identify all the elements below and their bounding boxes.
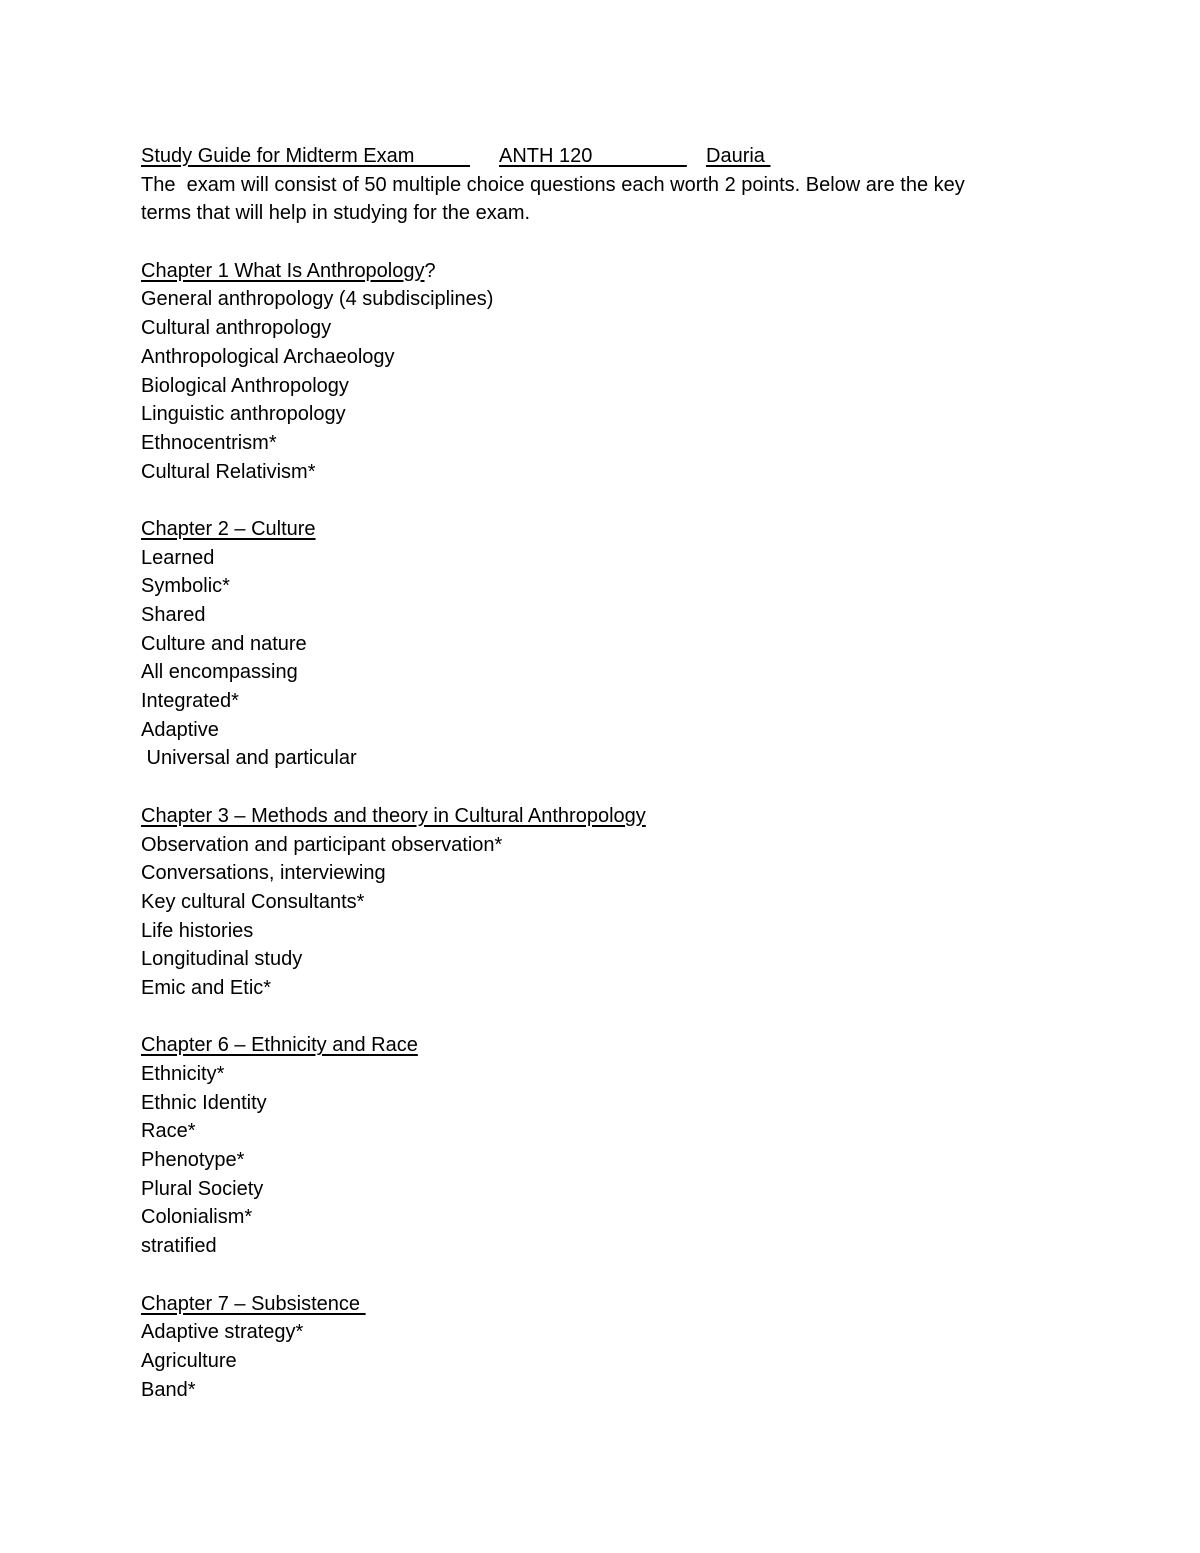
key-term: General anthropology (4 subdisciplines) xyxy=(141,288,494,311)
chapter-section xyxy=(141,802,1101,1003)
chapter-section xyxy=(141,515,1101,773)
key-term: All encompassing xyxy=(141,661,298,684)
chapter-heading-text: Chapter 7 – Subsistence xyxy=(141,1292,366,1315)
key-term: Plural Society xyxy=(141,1177,264,1200)
key-term: Universal and particular xyxy=(141,747,357,770)
chapter-heading-text: Chapter 1 What Is Anthropology xyxy=(141,259,425,282)
key-term: Ethnicity* xyxy=(141,1063,225,1085)
chapter-heading-text: Chapter 6 – Ethnicity and Race xyxy=(141,1034,418,1057)
key-term: Learned xyxy=(141,546,215,569)
document-header xyxy=(141,142,1101,171)
key-term: Anthropological Archaeology xyxy=(141,345,395,368)
key-term: Cultural Relativism* xyxy=(141,460,316,483)
chapter-heading xyxy=(141,515,1101,544)
chapter-section xyxy=(141,1290,1101,1405)
chapter-heading-text: Chapter 3 – Methods and theory in Cultural Anthropology xyxy=(141,804,646,827)
key-term: Culture and nature xyxy=(141,632,307,655)
key-term: Ethnocentrism* xyxy=(141,431,277,454)
chapter-heading xyxy=(141,802,1101,831)
key-term: Colonialism* xyxy=(141,1206,253,1229)
key-term: Observation and participant observation* xyxy=(141,833,503,856)
key-term: Shared xyxy=(141,604,206,626)
key-term: stratified xyxy=(141,1235,217,1258)
blank-line xyxy=(141,773,1101,802)
key-term: Symbolic* xyxy=(141,575,230,598)
chapter-list xyxy=(141,228,1101,1404)
header-instructor: Dauria xyxy=(706,145,771,167)
key-term: Key cultural Consultants* xyxy=(141,890,365,913)
key-term: Life histories xyxy=(141,919,254,942)
key-term: Conversations, interviewing xyxy=(141,862,386,885)
key-term: Longitudinal study xyxy=(141,948,303,971)
key-term: Agriculture xyxy=(141,1349,237,1372)
chapter-heading-suffix: ? xyxy=(424,259,436,282)
key-term: Adaptive xyxy=(141,718,219,741)
blank-line xyxy=(141,486,1101,515)
intro-line-2: terms that will help in studying for the exam. xyxy=(141,202,531,225)
chapter-heading xyxy=(141,1290,1101,1319)
blank-line xyxy=(141,228,1101,257)
key-term: Biological Anthropology xyxy=(141,374,349,397)
intro-line-1: The exam will consist of 50 multiple choice questions each worth 2 points. Below are the key xyxy=(141,173,965,196)
key-term: Adaptive strategy* xyxy=(141,1321,304,1344)
chapter-heading xyxy=(141,257,1101,286)
blank-line xyxy=(141,1003,1101,1032)
chapter-heading-text: Chapter 2 – Culture xyxy=(141,517,316,540)
key-term: Integrated* xyxy=(141,690,239,713)
chapter-section xyxy=(141,1031,1101,1261)
header-title: Study Guide for Midterm Exam xyxy=(141,145,470,167)
key-term: Cultural anthropology xyxy=(141,317,332,340)
document-page xyxy=(141,142,1101,1404)
blank-line xyxy=(141,1261,1101,1290)
key-term: Emic and Etic* xyxy=(141,976,272,999)
header-course: ANTH 120 xyxy=(499,145,687,167)
chapter-section xyxy=(141,257,1101,487)
key-term: Race* xyxy=(141,1120,196,1143)
key-term: Band* xyxy=(141,1378,196,1401)
key-term: Linguistic anthropology xyxy=(141,403,346,426)
chapter-heading xyxy=(141,1031,1101,1060)
key-term: Phenotype* xyxy=(141,1149,245,1172)
key-term: Ethnic Identity xyxy=(141,1091,267,1114)
